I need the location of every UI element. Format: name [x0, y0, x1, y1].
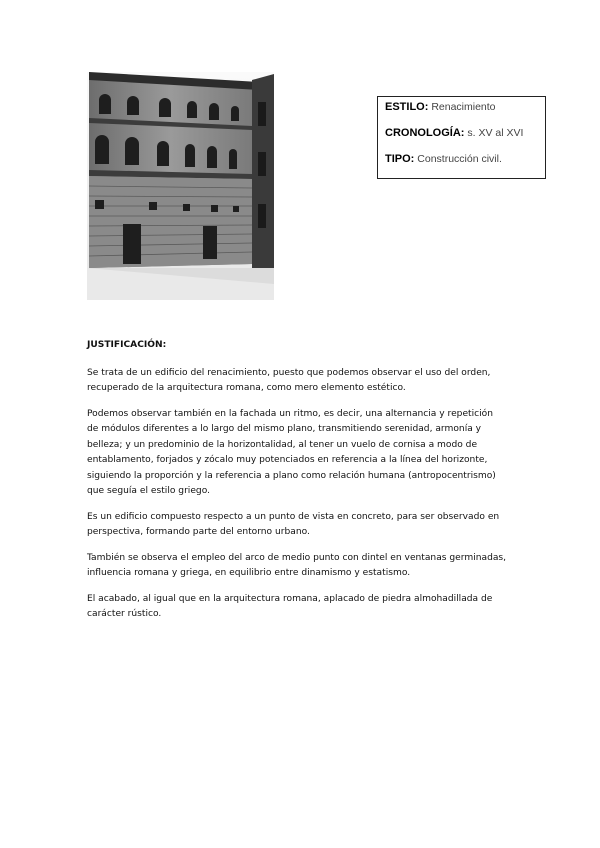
type-label: TIPO:	[385, 153, 415, 165]
justification-section	[87, 338, 507, 633]
paragraph: El acabado, al igual que en la arquitectura romana, aplacado de piedra almohadillada de carácter rústico.	[87, 593, 493, 619]
style-info-box	[377, 96, 546, 179]
style-value: Renacimiento	[431, 101, 496, 113]
type-value: Construcción civil.	[417, 153, 502, 165]
style-label: ESTILO:	[385, 101, 429, 113]
chronology-row	[385, 126, 545, 152]
chronology-value: s. XV al XVI	[467, 127, 524, 139]
paragraph: Se trata de un edificio del renacimiento, puesto que podemos observar el uso del orden, recuperado de la arquitectura romana, como mero elemento estético.	[87, 367, 491, 393]
paragraph: Es un edificio compuesto respecto a un punto de vista en concreto, para ser observado en perspectiva, formando parte del entorno urbano.	[87, 511, 500, 537]
justification-heading: JUSTIFICACIÓN:	[87, 340, 167, 350]
palazzo-facade-image	[87, 72, 274, 300]
type-row	[385, 152, 545, 178]
paragraph: También se observa el empleo del arco de medio punto con dintel en ventanas germinadas, influencia romana y griega, en equilibrio entre dinamismo y estatismo.	[87, 552, 507, 578]
chronology-label: CRONOLOGÍA:	[385, 127, 465, 139]
paragraph: Podemos observar también en la fachada un ritmo, es decir, una alternancia y repetición de módulos diferentes a lo largo del mismo plano, transmitiendo serenidad, armonía y belleza; y un predominio de la horizontalidad, al tener un vuelo de cornisa a modo de entablamento, forjados y zócalo muy potenciados en referencia a la línea del horizonte, siguiendo la proporción y la referencia a plano como relación humana (antropocentrismo) que seguía el estilo griego.	[87, 408, 496, 496]
style-row	[385, 100, 545, 126]
building-photo	[87, 72, 274, 300]
